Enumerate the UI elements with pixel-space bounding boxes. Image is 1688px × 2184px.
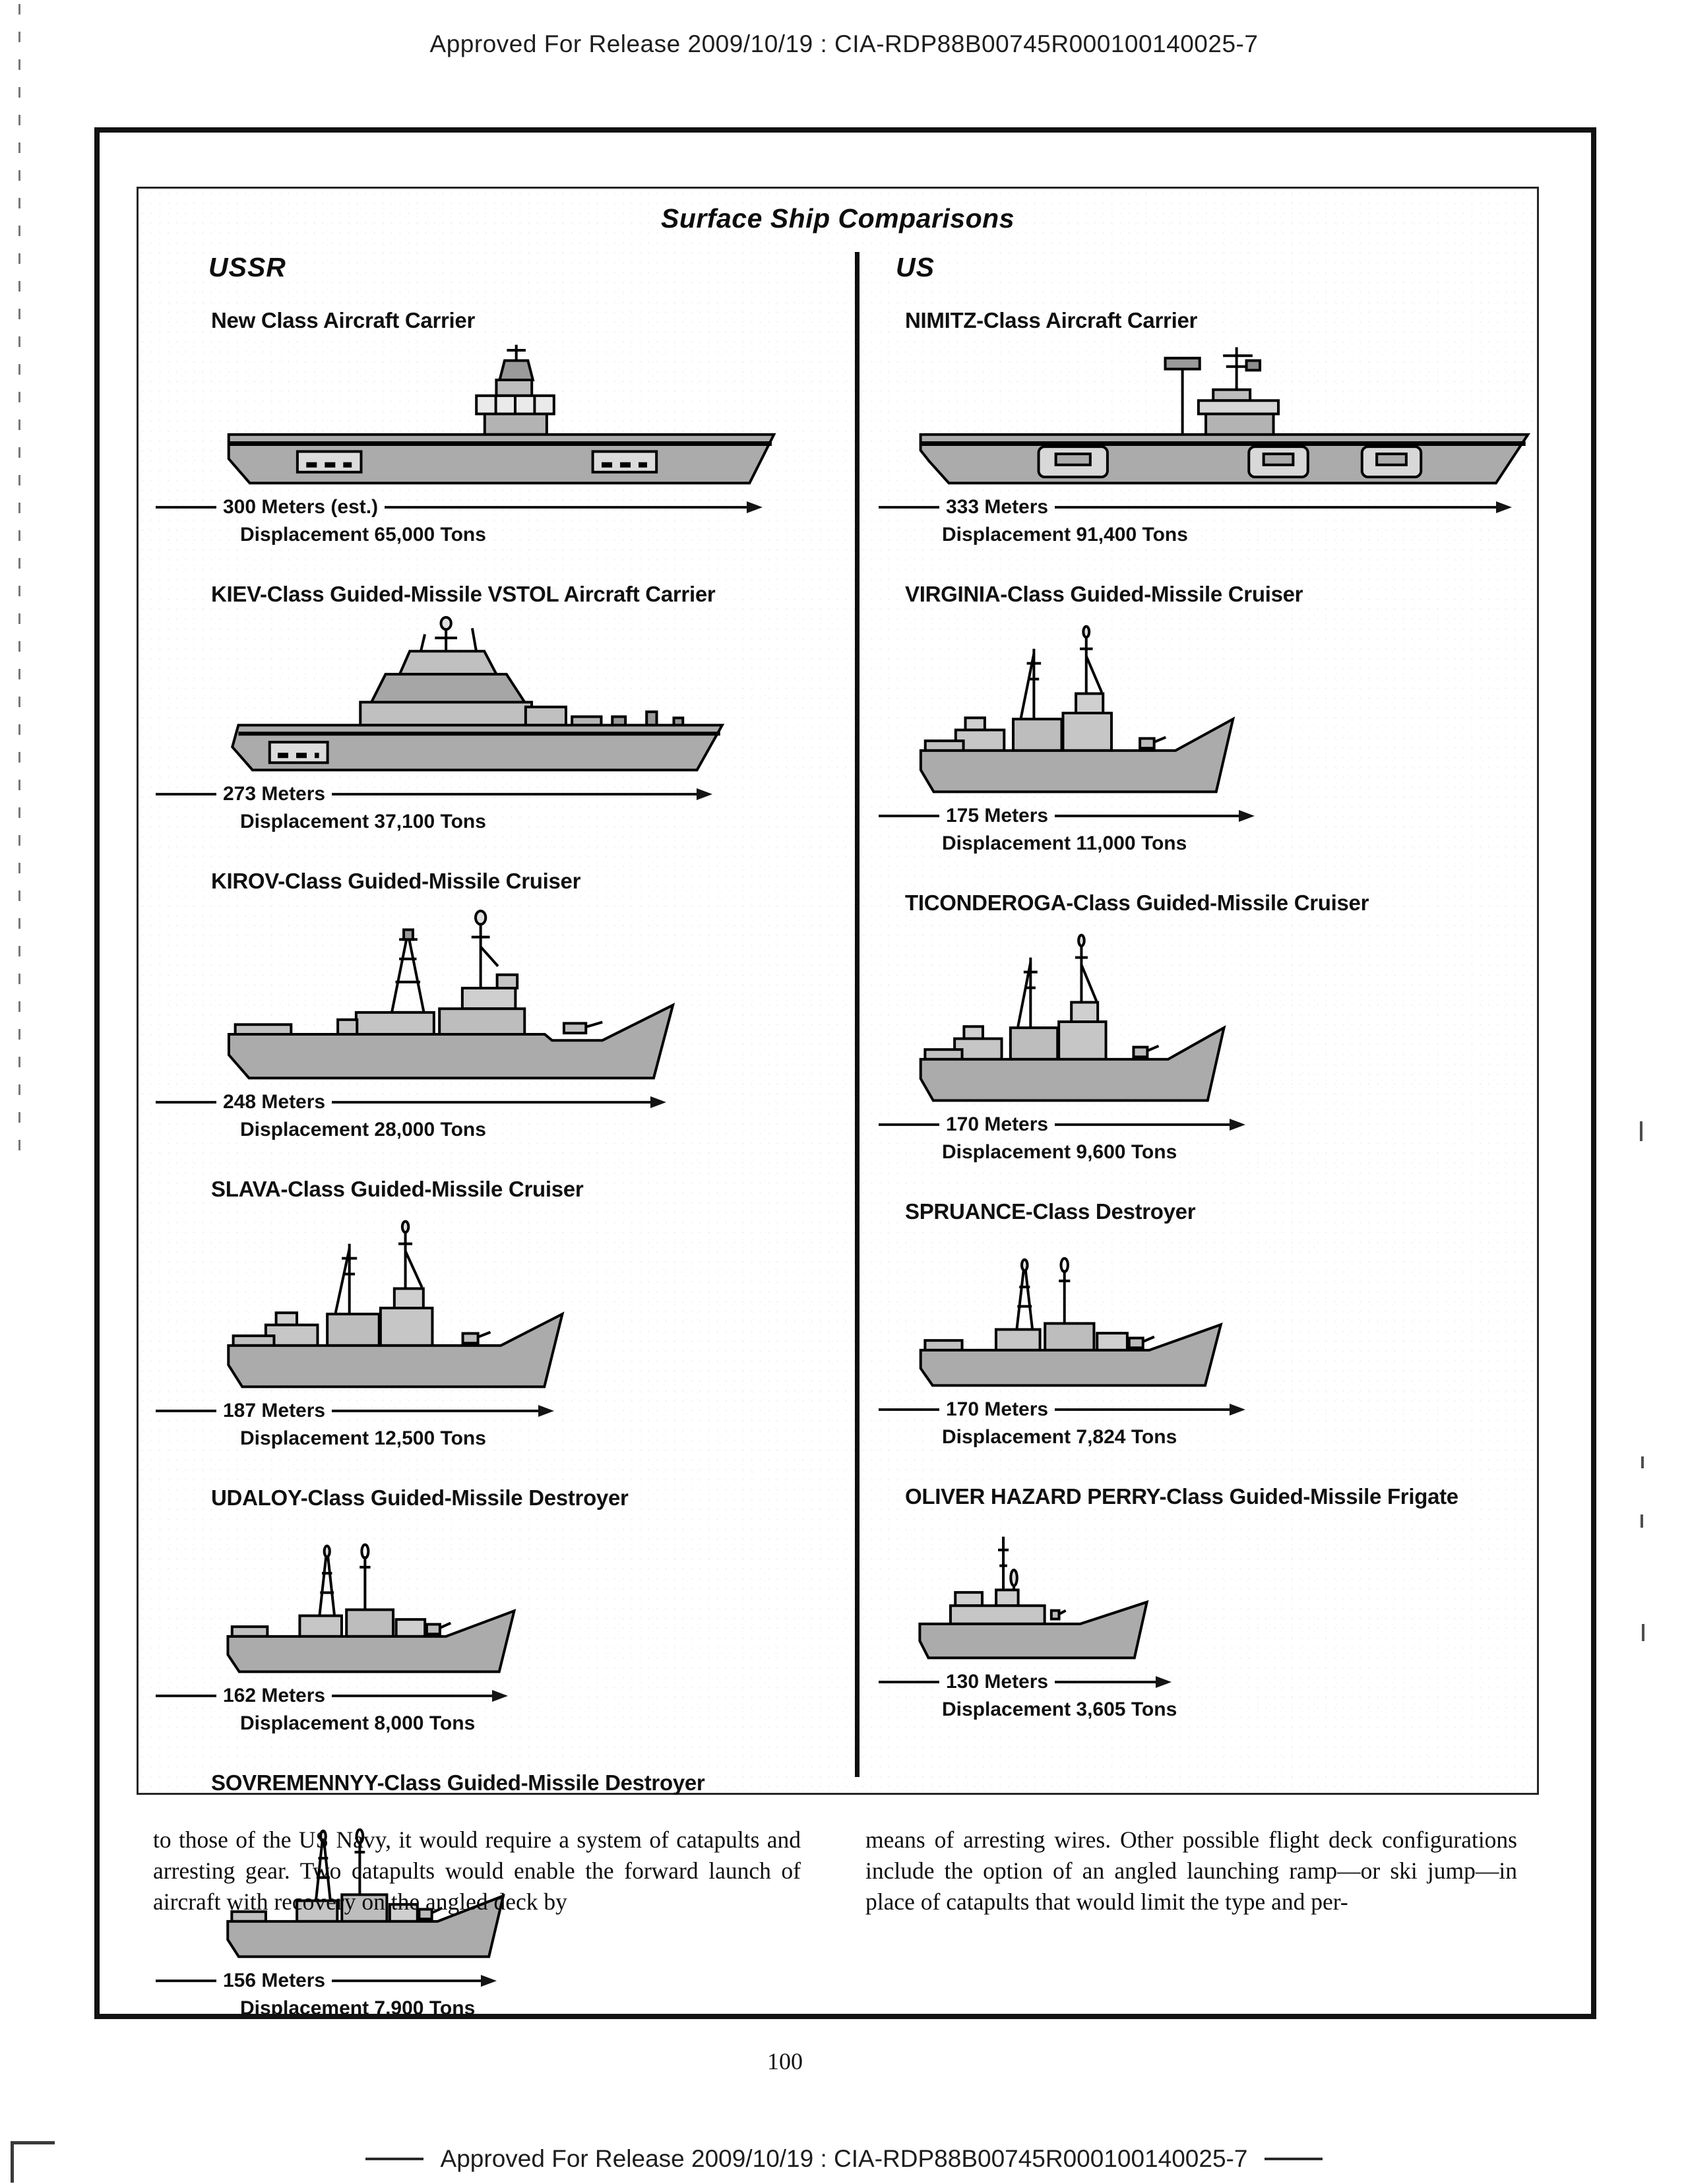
ship-name: KIEV-Class Guided-Missile VSTOL Aircraft Carrier (211, 582, 716, 606)
length-dimension-arrow (156, 1091, 666, 1113)
length-label: 300 Meters (est.) (223, 496, 379, 518)
ship-entry (879, 1484, 1538, 1721)
dimension-line (1055, 506, 1496, 509)
ship-name: OLIVER HAZARD PERRY-Class Guided-Missile Frigate (905, 1484, 1458, 1509)
length-label: 273 Meters (223, 783, 326, 805)
body-text-right-column: means of arresting wires. Other possible flight deck configurations include the option of an angled launching ramp—or ski jump—in place of catapults that would limit the type and per- (865, 1826, 1517, 1915)
footer-dash (365, 2158, 423, 2160)
ship-silhouette (224, 616, 855, 772)
column-heading-ussr: USSR (208, 252, 286, 282)
length-label: 170 Meters (946, 1398, 1049, 1420)
ship-entry (156, 1177, 855, 1450)
ship-name: UDALOY-Class Guided-Missile Destroyer (211, 1485, 629, 1510)
dimension-line (156, 1410, 216, 1412)
ship-name: SPRUANCE-Class Destroyer (905, 1199, 1196, 1224)
arrow-head-icon (481, 1975, 497, 1987)
ship-entry (879, 308, 1538, 546)
length-label: 156 Meters (223, 1970, 326, 1991)
dimension-line (1055, 1123, 1230, 1126)
displacement-label: Displacement 3,605 Tons (942, 1699, 1177, 1720)
dimension-line (879, 506, 939, 509)
length-dimension-arrow (879, 1398, 1245, 1421)
ship-entry (156, 1485, 855, 1735)
displacement-label: Displacement 7,900 Tons (240, 1997, 476, 2019)
arrow-head-icon (492, 1690, 508, 1702)
ship-silhouette (917, 1233, 1538, 1388)
length-dimension-arrow (879, 1671, 1172, 1693)
ship-silhouette (224, 342, 855, 485)
length-label: 170 Meters (946, 1113, 1049, 1135)
footer-text: Approved For Release 2009/10/19 : CIA-RDP88B00745R000100140025-7 (440, 2145, 1248, 2172)
arrow-head-icon (1239, 810, 1255, 822)
us-ship-list (879, 308, 1538, 1721)
ship-entry (879, 1199, 1538, 1449)
dimension-line (879, 1123, 939, 1126)
ship-silhouette (917, 1518, 1538, 1660)
ussr-column (139, 252, 855, 2055)
ship-entry (156, 869, 855, 1141)
dimension-line (1055, 815, 1239, 817)
dimension-line (1055, 1681, 1156, 1683)
footer-dash (1265, 2158, 1323, 2160)
length-dimension-arrow (156, 1400, 554, 1422)
ship-name: KIROV-Class Guided-Missile Cruiser (211, 869, 581, 893)
dimension-line (156, 793, 216, 796)
scan-artifact-left-margin-line (18, 4, 20, 1155)
length-dimension-arrow (879, 1113, 1245, 1136)
dimension-line (156, 1695, 216, 1697)
length-label: 175 Meters (946, 805, 1049, 827)
us-column (864, 252, 1538, 1757)
dimension-line (332, 1695, 492, 1697)
dimension-line (385, 506, 747, 509)
ship-entry (156, 582, 855, 833)
ship-name: NIMITZ-Class Aircraft Carrier (905, 308, 1198, 332)
page-number: 100 (767, 2048, 803, 2075)
dimension-line (879, 1408, 939, 1411)
displacement-label: Displacement 7,824 Tons (942, 1426, 1177, 1448)
displacement-label: Displacement 28,000 Tons (240, 1119, 486, 1140)
dimension-line (879, 815, 939, 817)
dimension-line (332, 1980, 481, 1982)
arrow-head-icon (538, 1405, 554, 1417)
scan-artifact-mark (1640, 1121, 1642, 1141)
arrow-head-icon (747, 501, 763, 513)
ship-name: New Class Aircraft Carrier (211, 308, 475, 332)
ship-entry (879, 582, 1538, 855)
declassification-header: Approved For Release 2009/10/19 : CIA-RDP88B00745R000100140025-7 (429, 30, 1259, 57)
scan-artifact-mark (1641, 1514, 1643, 1528)
ussr-ship-list (156, 308, 855, 2020)
dimension-line (879, 1681, 939, 1683)
ship-silhouette (917, 342, 1538, 485)
displacement-label: Displacement 11,000 Tons (942, 832, 1187, 854)
dimension-line (332, 1410, 538, 1412)
scan-artifact-mark (1641, 1456, 1644, 1468)
length-label: 333 Meters (946, 496, 1049, 518)
ship-silhouette (224, 903, 855, 1080)
arrow-head-icon (650, 1096, 666, 1108)
ship-name: SLAVA-Class Guided-Missile Cruiser (211, 1177, 584, 1201)
length-dimension-arrow (879, 805, 1255, 827)
ship-entry (156, 308, 855, 546)
ship-name: TICONDEROGA-Class Guided-Missile Cruiser (905, 890, 1369, 915)
body-text-left-column: to those of the US Navy, it would require a system of catapults and arresting gear. Two catapults would enable the forward launch of aircraft with recovery on the angled deck by (153, 1826, 801, 1915)
displacement-label: Displacement 37,100 Tons (240, 811, 486, 832)
column-divider-line (855, 252, 860, 1777)
scan-artifact-mark (1642, 1624, 1644, 1641)
length-label: 248 Meters (223, 1091, 326, 1113)
dimension-line (1055, 1408, 1230, 1411)
ship-silhouette (917, 925, 1538, 1103)
dimension-line (156, 506, 216, 509)
length-label: 130 Meters (946, 1671, 1049, 1693)
declassification-footer (0, 2145, 1688, 2173)
dimension-line (156, 1980, 216, 1982)
length-label: 187 Meters (223, 1400, 326, 1421)
ship-silhouette (224, 1211, 855, 1389)
dimension-line (332, 1101, 650, 1104)
displacement-label: Displacement 9,600 Tons (942, 1141, 1177, 1163)
displacement-label: Displacement 8,000 Tons (240, 1712, 476, 1734)
ship-name: SOVREMENNYY-Class Guided-Missile Destroyer (211, 1770, 705, 1795)
arrow-head-icon (1156, 1676, 1172, 1688)
length-dimension-arrow (156, 783, 712, 805)
ship-silhouette (917, 616, 1538, 794)
displacement-label: Displacement 91,400 Tons (942, 524, 1188, 546)
arrow-head-icon (1230, 1119, 1245, 1131)
ship-name: VIRGINIA-Class Guided-Missile Cruiser (905, 582, 1303, 606)
ship-silhouette (224, 1520, 855, 1674)
length-label: 162 Meters (223, 1685, 326, 1706)
displacement-label: Displacement 12,500 Tons (240, 1427, 486, 1449)
length-dimension-arrow (879, 496, 1512, 518)
figure-title: Surface Ship Comparisons (660, 203, 1015, 234)
length-dimension-arrow (156, 496, 763, 518)
arrow-head-icon (1496, 501, 1512, 513)
ship-entry (879, 890, 1538, 1164)
dimension-line (332, 793, 697, 796)
dimension-line (156, 1101, 216, 1104)
length-dimension-arrow (156, 1685, 508, 1707)
length-dimension-arrow (156, 1970, 497, 1992)
arrow-head-icon (1230, 1404, 1245, 1416)
arrow-head-icon (697, 788, 712, 800)
column-heading-us: US (896, 252, 935, 282)
displacement-label: Displacement 65,000 Tons (240, 524, 486, 546)
